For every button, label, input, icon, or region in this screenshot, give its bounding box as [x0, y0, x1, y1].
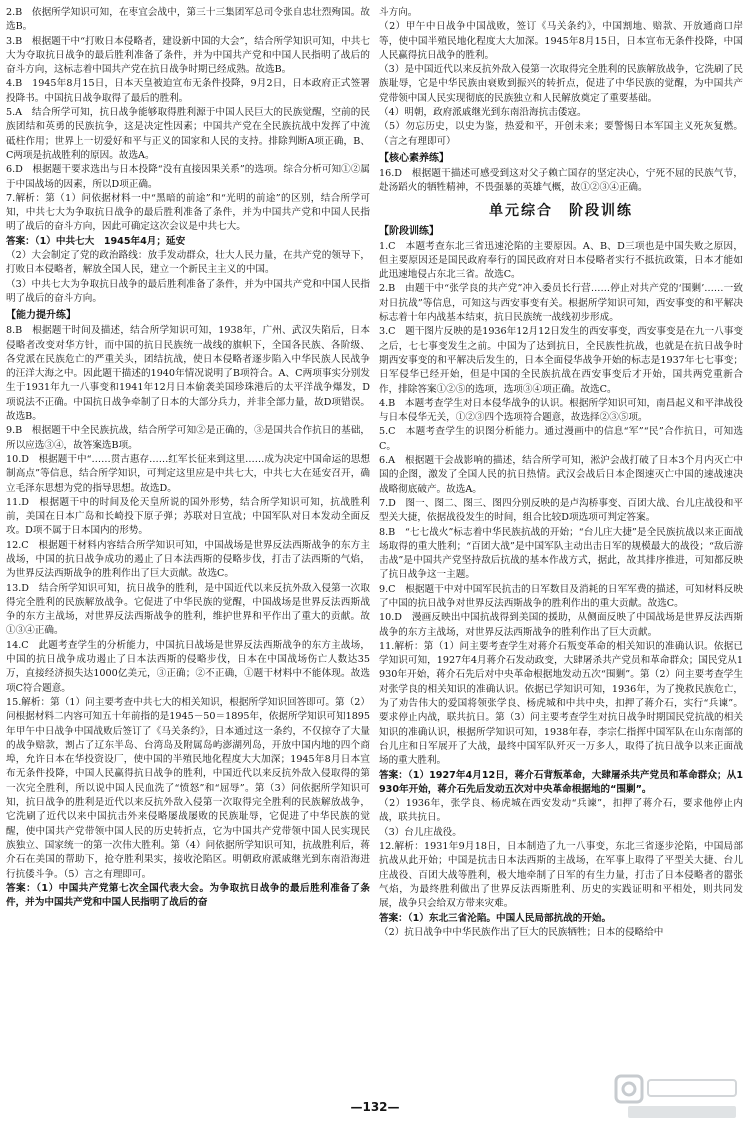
- paragraph: 11.D 根据题干中的时间及伦天皇所说的国外形势，结合所学知识可知，抗战胜利前，美国在日本广岛和长崎投下原子弹；苏联对日宣战；中国军队对日本发动全面反攻。D项不属于日本国内的形势。: [6, 496, 370, 537]
- paragraph: 11.解析：第（1）问主要考查学生对蒋介石叛变革命的相关知识的准确认识。依据已学知识可知，1927年4月蒋介石发动政变，大肆屠杀共产党员和革命群众；国民党从1930年开始，蒋介石先后对中央革命根据地发动五次“围剿”。第（2）问主要考查学生对张学良的相关知识的准确认识。依据已学知识可知，1936年，为了挽救民族危亡，为了劝告伟大的爱国将领张学良、杨虎城和中共中央，扣押了蒋介石，实行“兵谏”。要求停止内战，联共抗日。第（3）问主要考查学生对抗日战争时期国民党抗战的相关知识的准确认识，根据所学知识可知，1938年春，李宗仁指挥中国军队在山东南部的台儿庄和日军展开了大战，最终中国军队歼灭一万多人，取得了抗日战争以来正面战场的重大胜利。: [379, 640, 743, 767]
- paragraph: （4）明朝，政府派戚继光到东南沿海抗击倭寇。: [379, 107, 587, 119]
- paragraph: （2）1936年，张学良、杨虎城在西安发动“兵谏”，扣押了蒋介石，要求他停止内战，联共抗日。: [379, 798, 743, 824]
- right-column: [379, 6, 743, 940]
- paragraph: （5）勿忘历史，以史为鉴，热爱和平，开创未来；要警惕日本军国主义死灰复燃。（言之有理即可）: [379, 121, 743, 147]
- answer-paragraph: 答案：（1）中国共产党第七次全国代表大会。为争取抗日战争的最后胜利准备了条件，并为中国共产党和中国人民指明了战后的奋: [6, 882, 370, 909]
- paragraph: 3.B 根据题干中“打败日本侵略者，建设新中国的大会”，结合所学知识可知，中共七大为夺取抗日战争的最后胜利准备了条件，并为中国共产党和中国人民指明了战后的奋斗方向，这标志着中国共产党在抗日战争时期已经成熟。故选B。: [6, 35, 370, 76]
- paragraph: （2）甲午中日战争中国战败，签订《马关条约》，中国割地、赔款、开放通商口岸等，使中国半殖民地化程度大大加深。1945年8月15日，日本宣布无条件投降，中国人民赢得抗日战争的胜利。: [379, 21, 743, 61]
- paragraph: 10.D 漫画反映出中国抗战得到美国的援助，从侧面反映了中国战场是世界反法西斯战争的东方主战场，对世界反法西斯战争的胜利作出了巨大贡献。: [379, 612, 743, 638]
- paragraph: 9.B 根据题干中全民族抗战，结合所学可知②是正确的，③是国共合作抗日的基础，所以应选③④，故答案选B项。: [6, 425, 370, 451]
- answer-paragraph: 答案：（1）中共七大 1945年4月；延安: [6, 235, 186, 247]
- left-column: [6, 6, 370, 910]
- paragraph: 16.D 根据题干描述可感受到这对父子赖亡国存的坚定决心，宁死不屈的民族气节，赴汤蹈火的牺牲精神，不畏强暴的英雄气概，故①②③④正确。: [379, 167, 743, 194]
- paragraph: 9.C 根据题干中对中国军民抗击的日军数目及消耗的日军军费的描述，可知材料反映了中国的抗日战争对世界反法西斯战争的胜利作出的重大贡献。故选C。: [379, 583, 743, 609]
- paragraph: 7.D 图一、图二、图三、图四分别反映的是卢沟桥事变、百团大战、台儿庄战役和平型关大捷，依据战役发生的时间，组合比较D项选项可判定答案。: [379, 497, 743, 524]
- paragraph: 5.A 结合所学可知，抗日战争能够取得胜利源于中国人民巨大的民族觉醒，空前的民族团结和英勇的民族抗争，这是决定性因素；中国共产党在全民族抗战中发挥了中流砥柱作用；世界上一切爱好和平与正义的国家和人民的支持。排除判断A项正确，B、C两项是抗战胜利的原因。故选A。: [6, 107, 370, 161]
- paragraph: 6.D 根据题干要求选出与日本投降“没有直接因果关系”的选项。综合分析可知①②属于中国战场的因素，所以D项正确。: [6, 164, 370, 190]
- paragraph: 6.A 根据题干会战影响的描述，结合所学可知，淞沪会战打破了日本3个月内灭亡中国的企图，激发了全国人民的抗日热情。武汉会战后日本企图速灭亡中国的速战速决战略彻底破产。故选A。: [379, 455, 743, 495]
- paragraph: 斗方向。: [379, 7, 418, 18]
- paragraph: 14.C 此题考查学生的分析能力，中国抗日战场是世界反法西斯战争的东方主战场，中国的抗日战争成功遏止了日本法西斯的侵略步伐，日本在中国战场伤亡人数达35万，直接经济损失达1000亿美元，③正确；②不正确，①题干材料中不能体现。故选项C符合题意。: [6, 639, 370, 694]
- paragraph: （2）抗日战争中中华民族作出了巨大的民族牺牲；日本的侵略给中: [379, 926, 664, 938]
- paragraph: 2.B 依据所学知识可知，在枣宜会战中，第三十三集团军总司令张自忠壮烈殉国。故选B。: [6, 7, 370, 33]
- section-heading: 【核心素养练】: [379, 152, 449, 164]
- paragraph: （2）大会制定了党的政治路线：放手发动群众，壮大人民力量，在共产党的领导下，打败日本侵略者，解放全国人民，建立一个新民主主义的中国。: [6, 250, 370, 276]
- section-heading: 【阶段训练】: [379, 225, 439, 237]
- paragraph: 10.D 根据题干中“……贯古惠存……红军长征来到这里……成为决定中国命运的思想制高点”等信息，结合所学知识，可判定这里应是中共七大，中共七大在延安召开，确立毛泽东思想为党的指导思想。故选D。: [6, 453, 370, 494]
- unit-title: 单元综合 阶段训练: [489, 202, 633, 219]
- watermark-logo-icon: [612, 1072, 742, 1122]
- answer-paragraph: 答案：（1）东北三省沦陷。中国人民局部抗战的开始。: [379, 912, 612, 924]
- paragraph: 8.B 根据题干时间及描述，结合所学知识可知，1938年，广州、武汉失陷后，日本侵略者改变对华方针，而中国的抗日民族统一战线的旗帜下，全国各民族、各阶级、各党派在民族危亡的严重关头，团结抗战，使日本侵略者逐步陷入中华民族人民战争的汪洋大海之中。因此题干描述的1940年情况说明了B项符合。A、C两项事实分别发生于1931年九一八事变和1941年12月日本偷袭美国珍珠港后的太平洋战争爆发，D项说法不正确。中国抗日战争牵制了日本的大部分兵力，并非全部力量，故D项错误。故选B。: [6, 325, 370, 423]
- section-heading: 【能力提升练】: [6, 310, 76, 322]
- paragraph: 1.C 本题考查东北三省迅速沦陷的主要原因。A、B、D三项也是中国失败之原因，但主要原因还是国民政府奉行的国民政府对日本侵略者实行不抵抗政策，日本才能如此迅速地侵占东北三省。故选C。: [379, 240, 743, 281]
- paragraph: 4.B 1945年8月15日，日本天皇被迫宣布无条件投降，9月2日，日本政府正式签署投降书。中国抗日战争取得了最后的胜利。: [6, 78, 370, 104]
- paragraph: （3）是中国近代以来反抗外敌入侵第一次取得完全胜利的民族解放战争，它洗刷了民族耻辱，它是中华民族由衰败到振兴的转折点，促进了中华民族的觉醒，为中国共产党带领中国人民实现彻底的民族独立和人民解放奠定了重要基础。: [379, 64, 743, 104]
- paragraph: （3）台儿庄战役。: [379, 826, 462, 838]
- paragraph: 7.解析：第（1）问依据材料一中“黑暗的前途”和“光明的前途”的区别，结合所学可知，中共七大为争取抗日战争的最后胜利准备了条件，并为中国共产党和中国人民指明了战后的奋斗方向，因此可确定这次会议是中共七大。: [6, 192, 370, 233]
- paragraph: 5.C 本题考查学生的识图分析能力。通过漫画中的信息“军”“民”合作抗日，可知选C。: [379, 426, 743, 452]
- answer-paragraph: 答案：（1）1927年4月12日，蒋介石背叛革命，大肆屠杀共产党员和革命群众；从1930年开始，蒋介石先后发动五次对中央革命根据地的“围剿”。: [379, 769, 743, 795]
- paragraph: 12.解析：1931年9月18日，日本制造了九一八事变，东北三省逐步沦陷，中国局部抗战从此开始；中国是抗击日本法西斯的主战场，在军事上取得了平型关大捷、台儿庄战役、百团大战等胜利，极大地牵制了日军的有生力量，打击了日本侵略者的嚣张气焰，为最终胜利做出了世界反法西斯胜利、历史的实践证明和平相处，则共同发展，战争只会给双方带来灾难。: [379, 841, 743, 910]
- paragraph: 12.C 根据题干材料内容结合所学知识可知，中国战场是世界反法西斯战争的东方主战场，中国的抗日战争成功的遏止了日本法西斯的侵略步伐，打击了法西斯的气焰，为世界反法西斯战争的胜利作出了巨大贡献。故选C。: [6, 539, 370, 580]
- paragraph: 8.B “七七战火”标志着中华民族抗战的开始；“台儿庄大捷”是全民族抗战以来正面战场取得的重大胜利；“百团大战”是中国军队主动出击日军的规模最大的战役；“敌后游击战”是中国共产党坚持敌后抗战的基本作战方式，据此，故其排序推进，可知都反映了抗日战争这一主题。: [379, 526, 743, 581]
- paragraph: 15.解析：第（1）问主要考查中共七大的相关知识，根据所学知识回答即可。第（2）问根据材料二内容可知五十年前指的是1945－50＝1895年，依据所学知识可知1895年甲午中日战争中国战败后签订了《马关条约》，日本通过这一条约，不仅掠夺了大量的战争赔款，割占了辽东半岛、台湾岛及附属岛屿澎湖列岛，开放中国内地的四个商埠，允许日本在华投资设厂，使中国的半殖民地化程度大大加深；1945年8月日本宣布无条件投降，中国人民赢得抗日战争的胜利，中国近代以来反抗外敌入侵取得的第一次完全胜利，所以说中国人民血洗了“愤怒”和“屈辱”。第（3）问依据所学知识可知，抗日战争的胜利是近代以来反抗外敌入侵第一次取得完全胜利的民族解放战争，它洗刷了近代以来中国抗击外来侵略屡战屡败的民族耻辱，它促进了中华民族的觉醒，使中国共产党带领中国人民的历史转折点，它为中国共产党带领中国人民实现民族独立、国家统一的第一次伟大胜利。第（4）问依据所学知识可知，抗战胜利后，蒋介石在美国的帮助下，抢夺胜利果实，接收沦陷区。明朝政府派戚继光到东南沿海进行抗倭斗争。（5）言之有理即可。: [6, 696, 370, 880]
- paragraph: 4.B 本题考查学生对日本侵华战争的认识。根据所学知识可知，南昌起义和平津战役与日本侵华无关，①②③四个选项符合题意，故选择②③⑤项。: [379, 397, 743, 424]
- page-number: —132—: [350, 1100, 400, 1114]
- paragraph: 13.D 结合所学知识可知，抗日战争的胜利，是中国近代以来反抗外敌入侵第一次取得完全胜利的民族解放战争。它促进了中华民族的觉醒，中国战场是世界反法西斯战争的东方主战场，对世界反法西斯战争的胜利，维护世界和平作出了重大的贡献。故①③④正确。: [6, 582, 370, 637]
- paragraph: 3.C 题干图片反映的是1936年12月12日发生的西安事变，西安事变是在九一八事变之后，七七事变发生之前。中国为了达到抗日，全民族性抗战，也就是在抗日战争时期西安事变的和平解决后发生的，日本全面侵华战争开始的标志是1937年七七事变；日军侵华已经开始，但是中国的全民族抗战在西安事变后才开始，国共两党重新合作，排除答案①②⑤的选项，选项③④项正确。故选C。: [379, 326, 743, 395]
- paragraph: （3）中共七大为争取抗日战争的最后胜利准备了条件，并为中国共产党和中国人民指明了战后的奋斗方向。: [6, 278, 370, 304]
- paragraph: 2.B 由题干中“张学良的共产党”冲入委员长行营……停止对共产党的‘围剿’……一致对日抗战”等信息，可知这与西安事变有关。根据所学知识可知，西安事变的和平解决标志着十年内战基本结束，抗日民族统一战线初步形成。: [379, 283, 743, 324]
